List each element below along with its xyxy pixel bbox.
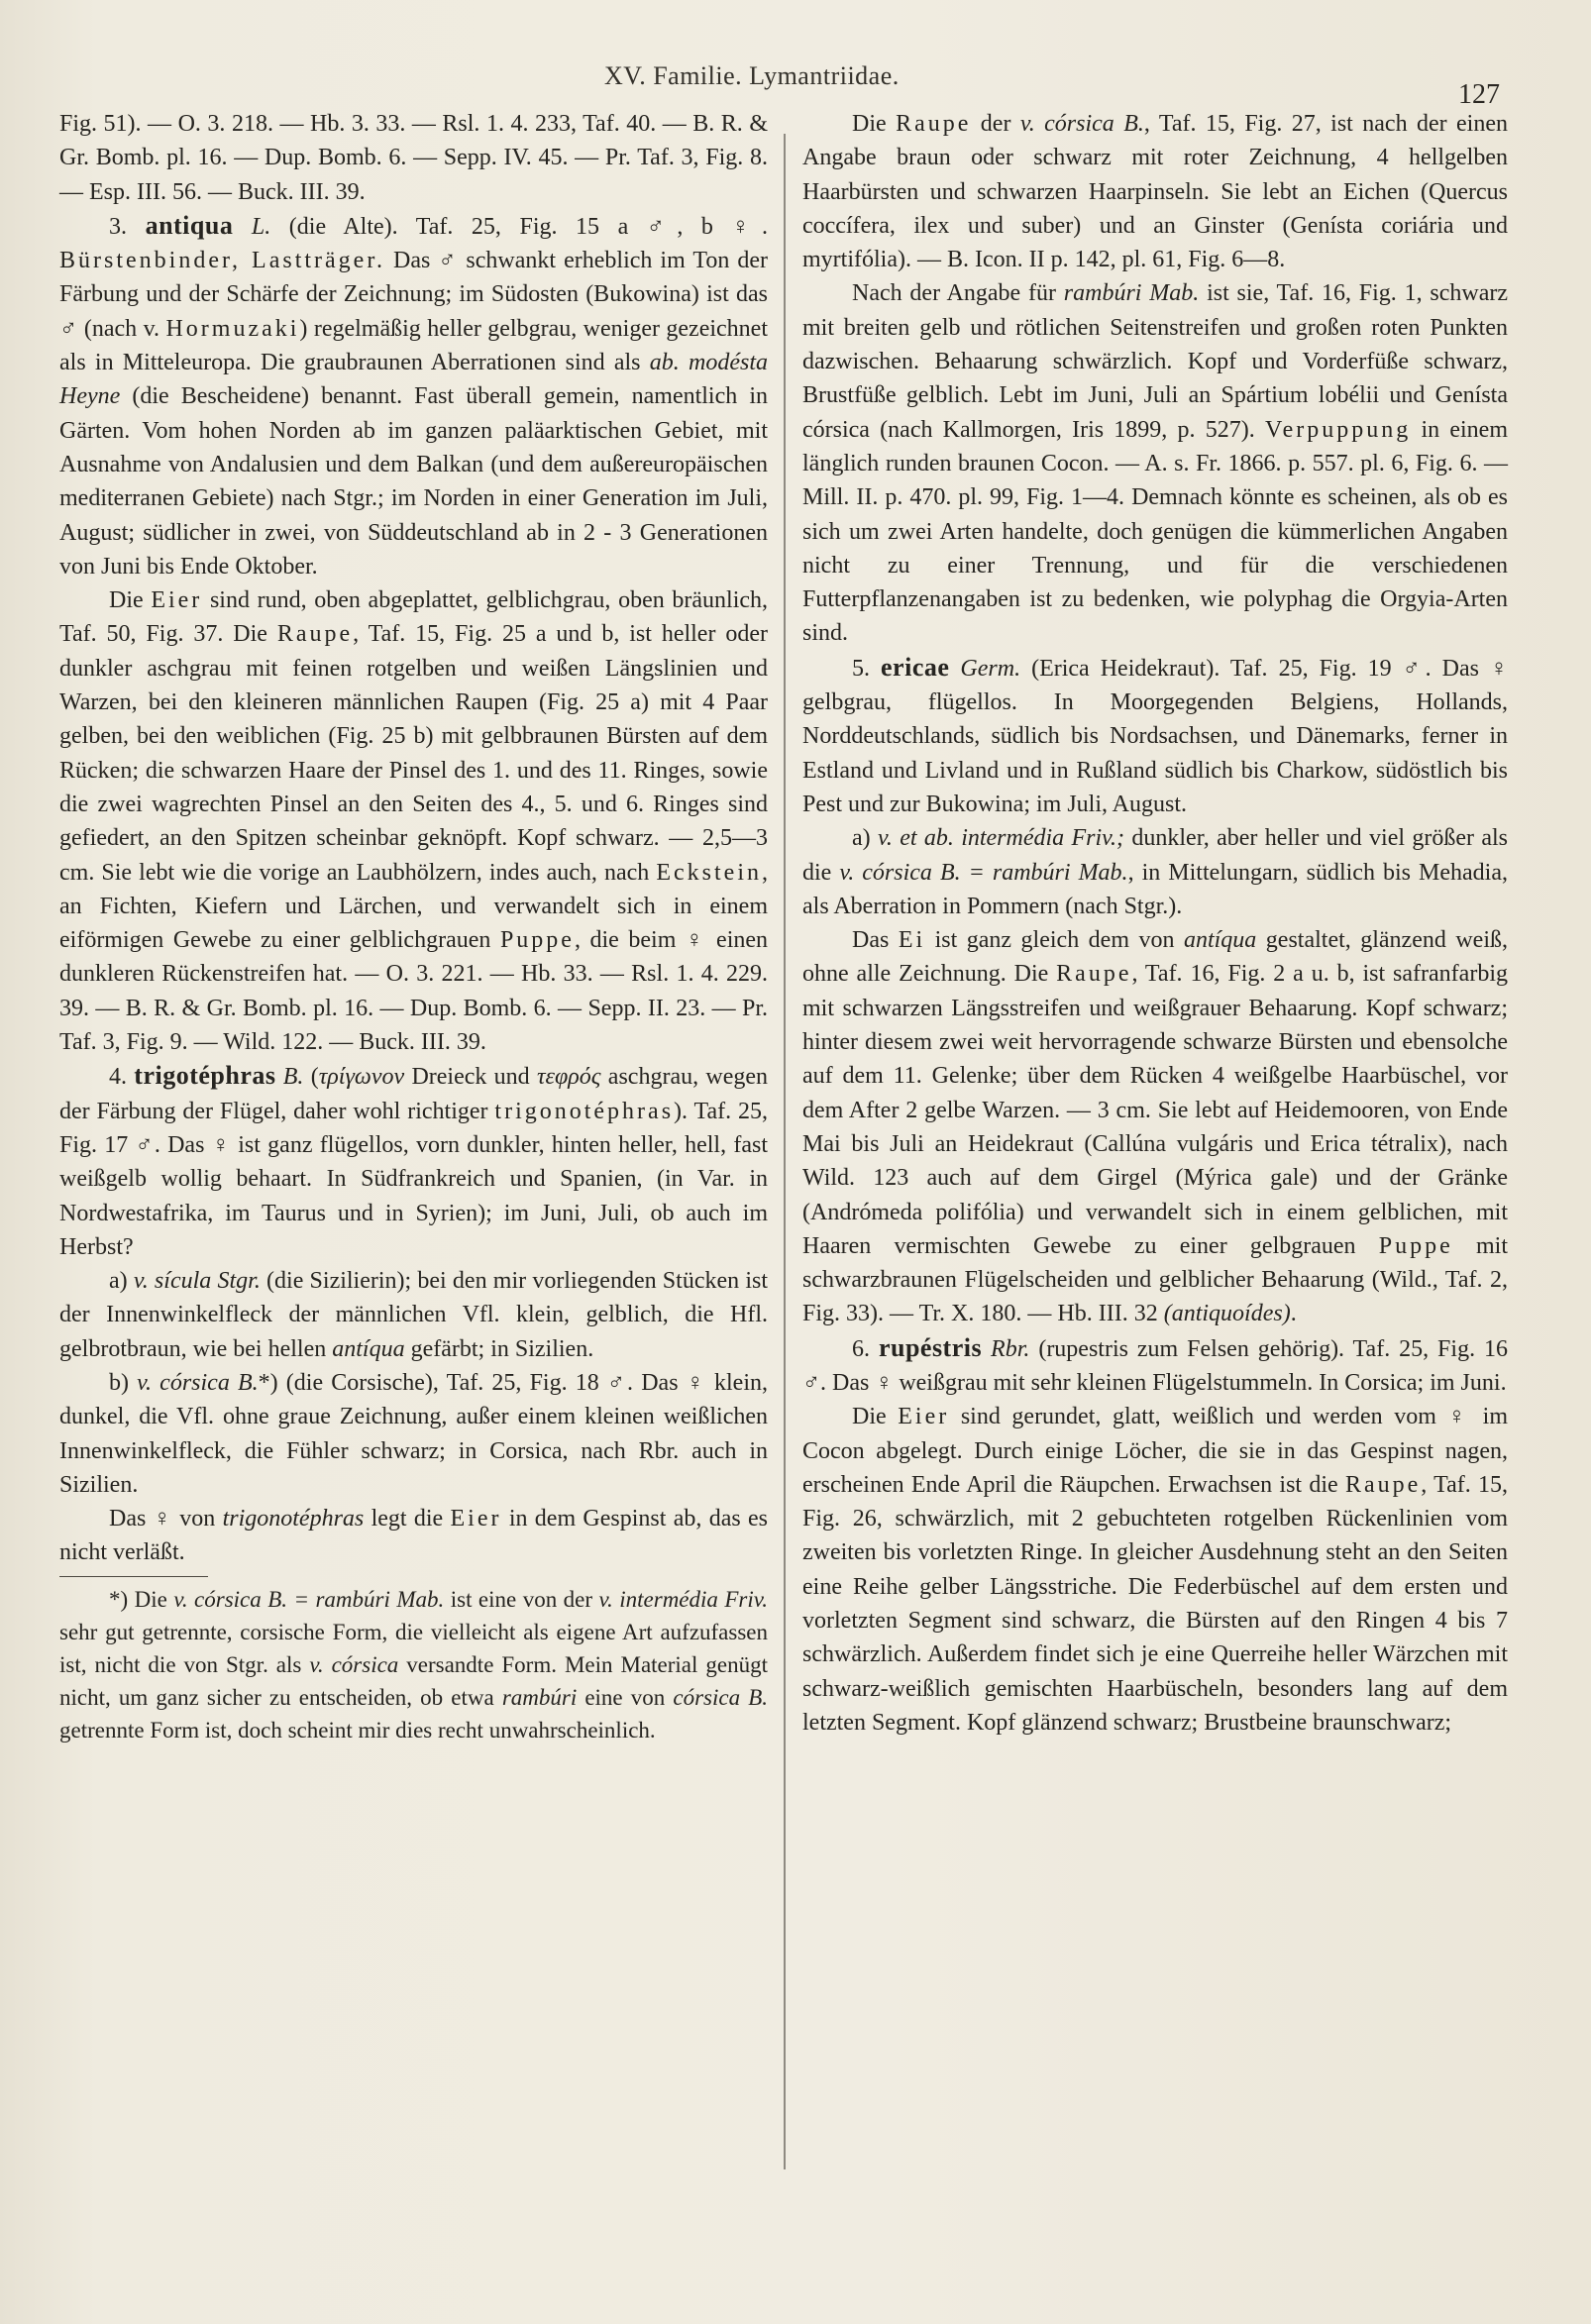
column-divider <box>784 134 786 2169</box>
footnote-rule <box>59 1576 208 1577</box>
trigotephras-eggs-paragraph: Das ♀ von trigonotéphras legt die Eier in dem Gespinst ab, das es nicht verläßt. <box>59 1506 768 1566</box>
species-ericae-paragraph: 5. ericae Germ. (Erica Heidekraut). Taf. 25, Fig. 19 ♂. Das ♀ gelbgrau, flügellos. In Moorgegenden Belgiens, Hollands, Norddeutschlands, südlich bis Nordsachsen, und Dänemarks, ferner in Estland und Livland und in Rußland südlich bis Charkow, südöstlich bis Pest und zur Bukowina; im Juli, August. <box>802 652 1508 817</box>
running-head: XV. Familie. Lymantriidae. <box>604 61 900 90</box>
species-title-trigotephras: trigotéphras <box>134 1061 276 1091</box>
species-trigotephras-paragraph: 4. trigotéphras B. (τρίγωνον Dreieck und τεφρός aschgrau, wegen der Färbung der Flügel, daher wohl richtiger trigonotéphras). Taf. 25, Fig. 17 ♂. Das ♀ ist ganz flügellos, vorn dunkler, hinten heller, hell, fast weißgelb wollig behaart. In Südfrankreich und Spanien, (in Var. in Nordwestafrika, im Taurus und in Syrien); im Juni, Juli, ob auch im Herbst? <box>59 1061 769 1260</box>
right-column <box>802 107 1508 1740</box>
variety-intermedia-paragraph: a) v. et ab. intermédia Friv.; dunkler, aber heller und viel größer als die v. córsica B. = rambúri Mab., in Mittelungarn, südlich bis Mehadia, als Aberration in Pommern (nach Stgr.). <box>802 825 1508 919</box>
variety-sicula-paragraph: a) v. sícula Stgr. (die Sizilierin); bei den mir vorliegenden Stücken ist der Innenwinkelfleck der männlichen Vfl. klein, gelblich, die Hfl. gelbrotbraun, wie bei hellen antíqua gefärbt; in Sizilien. <box>59 1268 769 1362</box>
rupestris-eggs-larva-paragraph: Die Eier sind gerundet, glatt, weißlich und werden vom ♀ im Cocon abgelegt. Durch einige Löcher, die sie in das Gespinst nagen, erscheinen Ende April die Räupchen. Erwachsen ist die Raupe, Taf. 15, Fig. 26, schwärzlich, mit 2 gebuchteten rotgelben Rückenlinien vom zweiten bis vorletzten Ringe. In gleicher Ausdehnung steht an den Seiten eine Reihe gelber Längsstriche. Die Federbüschel auf dem ersten und vorletzten Segment sind schwarz, die Bürsten auf den Ringen 4 bis 7 schwärzlich. Außerdem findet sich je eine Querreihe heller Wärzchen mit schwarz-weißlich gemischten Haarbüscheln, besonders lang auf dem letzten Segment. Kopf glänzend schwarz; Brustbeine braunschwarz; <box>802 1404 1509 1736</box>
references-continued: Fig. 51). — O. 3. 218. — Hb. 3. 33. — Rsl. 1. 4. 233, Taf. 40. — B. R. & Gr. Bomb. pl. 16. — Dup. Bomb. 6. — Sepp. IV. 45. — Pr. Taf. 3, Fig. 8. — Esp. III. 56. — Buck. III. 39. <box>59 111 768 205</box>
ericae-egg-larva-paragraph: Das Ei ist ganz gleich dem von antíqua gestaltet, glänzend weiß, ohne alle Zeichnung. Die Raupe, Taf. 16, Fig. 2 a u. b, ist safranfarbig mit schwarzen Längsstreifen und weißgrauer Behaarung. Kopf schwarz; hinter diesem zwei weit hervorragende schwarze Bürsten und ebensolche auf dem 11. Gelenke; über dem Rücken 4 weißgelbe Haarbüschel, vor dem After 2 gelbe Warzen. — 3 cm. Sie lebt auf Heidemooren, von Ende Mai bis Juli an Heidekraut (Callúna vulgáris und Erica tétralix), nach Wild. 123 auch auf dem Girgel (Mýrica gale) und der Gränke (Andrómeda polifólia) und verwandelt sich in einem gelblichen, mit Haaren vermischten Gewebe zu einer gelbgrauen Puppe mit schwarzbraunen Flügelscheiden und gelblicher Behaarung (Wild., Taf. 2, Fig. 33). — Tr. X. 180. — Hb. III. 32 (antiquoídes). <box>802 927 1508 1327</box>
species-rupestris-paragraph: 6. rupéstris Rbr. (rupestris zum Felsen gehörig). Taf. 25, Fig. 16 ♂. Das ♀ weißgrau mit sehr kleinen Flügelstummeln. In Corsica; im Juni. <box>802 1332 1509 1396</box>
left-column <box>59 107 768 1746</box>
species-title-ericae: ericae <box>881 652 950 682</box>
species-antiqua-paragraph: 3. antiqua L. (die Alte). Taf. 25, Fig. 15 a ♂, b ♀. Bürstenbinder, Lastträger. Das ♂ schwankt erheblich im Ton der Färbung und der Schärfe der Zeichnung; im Südosten (Bukowina) ist das ♂ (nach v. Hormuzaki) regelmäßig heller gelbgrau, weniger gezeichnet als in Mitteleuropa. Die graubraunen Aberrationen sind als ab. modésta Heyne (die Bescheidene) benannt. Fast überall gemein, namentlich in Gärten. Vom hohen Norden ab im ganzen paläarktischen Gebiet, mit Ausnahme von Andalusien und dem Balkan (und dem außereuropäischen mediterranen Gebiete) nach Stgr.; im Norden in einer Generation im Juli, August; südlicher in zwei, von Süddeutschland ab in 2 - 3 Generationen von Juni bis Ende Oktober. <box>59 210 769 580</box>
page-number: 127 <box>1458 79 1500 110</box>
species-title-rupestris: rupéstris <box>878 1332 983 1362</box>
footnote: *) Die v. córsica B. = rambúri Mab. ist eine von der v. intermédia Friv. sehr gut getrennte, corsische Form, die vielleicht als eigene Art aufzufassen ist, nicht die von Stgr. als v. córsica versandte Form. Mein Material genügt nicht, um ganz sicher zu entscheiden, ob etwa rambúri eine von córsica B. getrennte Form ist, doch scheint mir dies recht unwahrscheinlich. <box>59 1586 769 1743</box>
ramburi-paragraph: Nach der Angabe für rambúri Mab. ist sie, Taf. 16, Fig. 1, schwarz mit breiten gelb und rötlichen Seitenstreifen und großen roten Punkten dazwischen. Behaarung schwärzlich. Kopf und Vorderfüße schwarz, Brustfüße gelblich. Lebt im Juni, Juli an Spártium lobélii und Genísta córsica (nach Kallmorgen, Iris 1899, p. 527). Verpuppung in einem länglich runden braunen Cocon. — A. s. Fr. 1866. p. 557. pl. 6, Fig. 6. — Mill. II. p. 470. pl. 99, Fig. 1—4. Demnach könnte es scheinen, als ob es sich um zwei Arten handelte, doch genügen die kümmerlichen Angaben nicht zu einer Trennung, und für die verschiedenen Futterpflanzenangaben ist zu bedenken, wie polyphag die Orgyia-Arten sind. <box>802 280 1509 647</box>
variety-corsica-paragraph: b) v. córsica B.*) (die Corsische), Taf. 25, Fig. 18 ♂. Das ♀ klein, dunkel, die Vfl. ohne graue Zeichnung, außer einem kleinen weißlichen Innenwinkelfleck, die Fühler schwarz; in Corsica, nach Rbr. auch in Sizilien. <box>59 1369 768 1498</box>
antiqua-eggs-larva-paragraph: Die Eier sind rund, oben abgeplattet, gelblichgrau, oben bräunlich, Taf. 50, Fig. 37. Die Raupe, Taf. 15, Fig. 25 a und b, ist heller oder dunkler aschgrau mit feinen rotgelben und weißen Längslinien und Warzen, bei den kleineren männlichen Raupen (Fig. 25 a) mit 4 Paar gelben, bei den weiblichen (Fig. 25 b) mit gelbbraunen Bürsten auf dem Rücken; die schwarzen Haare der Pinsel des 1. und des 11. Ringes, sowie die zwei wagrechten Pinsel an den Seiten des 4., 5. und 6. Ringes sind gefiedert, an den Spitzen scheinbar geknöpft. Kopf schwarz. — 2,5—3 cm. Sie lebt wie die vorige an Laubhölzern, indes auch, nach Eckstein, an Fichten, Kiefern und Lärchen, und verwandelt sich in einem eiförmigen Gewebe zu einer gelblichgrauen Puppe, die beim ♀ einen dunkleren Rückenstreifen hat. — O. 3. 221. — Hb. 33. — Rsl. 1. 4. 229. 39. — B. R. & Gr. Bomb. pl. 16. — Dup. Bomb. 6. — Sepp. II. 23. — Pr. Taf. 3, Fig. 9. — Wild. 122. — Buck. III. 39. <box>59 587 769 1056</box>
corsica-larva-paragraph: Die Raupe der v. córsica B., Taf. 15, Fig. 27, ist nach der einen Angabe braun oder schwarz mit roter Zeichnung, 4 hellgelben Haarbürsten und schwarzen Haarpinseln. Sie lebt an Eichen (Quercus coccífera, ilex und suber) und an Ginster (Genísta coriária und myrtifólia). — B. Icon. II p. 142, pl. 61, Fig. 6—8. <box>802 111 1509 273</box>
species-title-antiqua: antiqua <box>145 210 234 240</box>
